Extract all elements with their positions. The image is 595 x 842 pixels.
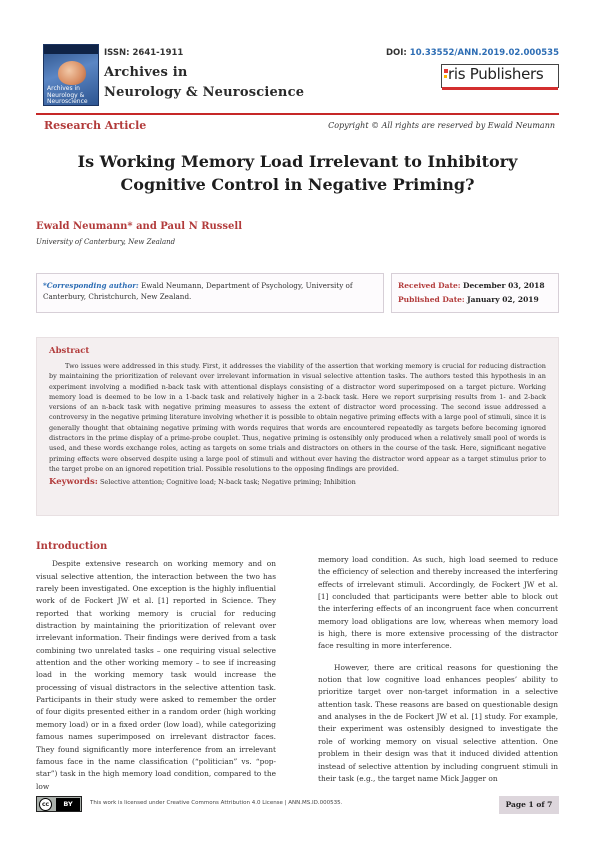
title-line1: Is Working Memory Load Irrelevant to Inhibitory — [77, 152, 518, 171]
abstract-body: Two issues were addressed in this study. First, it addresses the viability of the assertion that working memory is crucial for reducing distraction by maintaining the prioritization of relevant over irrelevant information in visual selective attention tasks. The authors tested this hypothesis in an experiment involving a modified n-back task with attentional displays consisting of a distractor word superimposed on a target picture. Working memory load is deemed to be low in a 1-back task and relatively higher in a 2-back task. Here we report surprising results from 1- and 2-back versions of an n-back task with negative priming measures to assess the extent of distractor word processing. The second issue addressed a controversy in the negative priming literature involving whether it is possible to obtain negative priming effects with a large pool of stimuli, since it is generally thought that obtaining negative priming with words requires that words are encountered repeatedly as targets before becoming ignored distractors in the prime display of a prime-probe couplet. Thus, negative priming is ostensibly only produced when a relatively small pool of words is used, and these words exchange roles, acting as targets on some trials and distractors on others in the course of the task. Here, significant negative priming effects were observed despite using a large pool of stimuli and without ever having the distractor word appear as a target stimulus prior to the target probe on an ignored repetition trial. Possible resolutions to the opposing findings are provided. — [49, 362, 546, 473]
cc-license-badge[interactable] — [36, 796, 82, 812]
received-date — [398, 279, 552, 293]
page-footer — [36, 796, 559, 812]
journal-cover-image: Archives in Neurology & Neuroscience — [43, 44, 99, 106]
issn: ISSN: 2641-1911 — [104, 48, 184, 58]
page-number: Page 1 of 7 — [499, 796, 559, 814]
cc-icon: cc — [39, 798, 52, 811]
intro-paragraph: Despite extensive research on working memory and on visual selective attention, the interaction between the two has rarely been investigated. One exception is the highly influential work of de Fockert JW et al. [1] reported in Science. They reported that working memory is crucial for reducing distraction by maintaining the prioritization of relevant over irrelevant information. Their findings were derived from a task combining two unrelated tasks – one requiring visual selective attention and the other working memory – to see if increasing load in the working memory task would increase the processing of visual distractors in the selective attention task. Participants in their study were asked to remember the order of four digits presented either in a random order (high working memory load) or in a fixed order (low load), while categorizing famous names superimposed on irrelevant distractor faces. They found significantly more interference from an irrelevant famous face in the name classification (“politician” vs. “pop-star”) task in the high memory load condition, compared to the low — [36, 559, 276, 791]
copyright-notice: Copyright © All rights are reserved by Ewald Neumann — [328, 121, 555, 130]
keywords-list: Selective attention; Cognitive load; N-back task; Negative priming; Inhibition — [97, 478, 356, 487]
article-type: Research Article — [44, 119, 147, 132]
corresponding-author-box — [36, 273, 384, 313]
publisher-logo — [441, 64, 559, 88]
keywords — [49, 477, 546, 487]
doi-link[interactable]: 10.33552/ANN.2019.02.000535 — [409, 48, 559, 58]
title-line2: Cognitive Control in Negative Priming? — [120, 175, 475, 194]
doi — [386, 48, 559, 58]
left-column — [36, 541, 276, 793]
doi-label: DOI: — [385, 48, 407, 58]
journal-title-line1: Archives in — [104, 65, 188, 80]
received-date-value: December 03, 2018 — [462, 281, 545, 290]
logo-underline — [442, 87, 558, 90]
published-date — [398, 293, 552, 307]
intro-paragraph: memory load condition. As such, high load seemed to reduce the efficiency of selection and thereby increased the interfering effects of irrelevant stimuli. Accordingly, de Fockert JW et al. [1] concluded that participants were better able to block out the interfering effects of an incongruent face when concurrent memory load obligations are low, whereas when memory load is high, there is more extensive processing of the distractor face resulting in more interference. — [318, 555, 558, 651]
right-column — [318, 554, 558, 785]
logo-dot-icon — [444, 75, 447, 78]
authors: Ewald Neumann* and Paul N Russell — [36, 221, 242, 232]
dates-box — [391, 273, 559, 313]
abstract-box — [36, 337, 559, 516]
corresponding-author-label: *Corresponding author: — [43, 281, 139, 290]
received-date-label: Received Date: — [398, 281, 461, 290]
license-text: This work is licensed under Creative Commons Attribution 4.0 License | ANN.MS.ID.000535. — [90, 800, 343, 806]
corresponding-author-details: Ewald Neumann, Department of Psychology, University of Canterbury, Christchurch, New Zealand. — [43, 281, 353, 301]
introduction-heading: Introduction — [36, 541, 108, 552]
published-date-label: Published Date: — [398, 295, 465, 304]
publisher-logo-text: ris Publishers — [448, 65, 544, 83]
journal-header — [36, 40, 559, 112]
intro-paragraph: However, there are critical reasons for questioning the notion that low cognitive load enhances peoples’ ability to prioritize target over non-target information in a selective attention task. These reasons are based on questionable design and analyses in the de Fockert JW et al. [1] study. For example, their experiment was ostensibly designed to investigate the role of working memory on visual selective attention. One problem in their design was that it induced divided attention instead of selective attention by including congruent stimuli in their task (e.g., the target name Mick Jagger on — [318, 662, 558, 783]
article-title — [44, 150, 551, 196]
abstract-heading: Abstract — [49, 346, 90, 356]
by-icon: BY — [56, 798, 80, 811]
published-date-value: January 02, 2019 — [467, 295, 539, 304]
keywords-label: Keywords: — [49, 477, 98, 488]
journal-title-line2: Neurology & Neuroscience — [104, 85, 305, 100]
affiliation: University of Canterbury, New Zealand — [36, 238, 176, 246]
corresponding-author-text — [43, 280, 377, 302]
header-divider — [36, 113, 559, 115]
